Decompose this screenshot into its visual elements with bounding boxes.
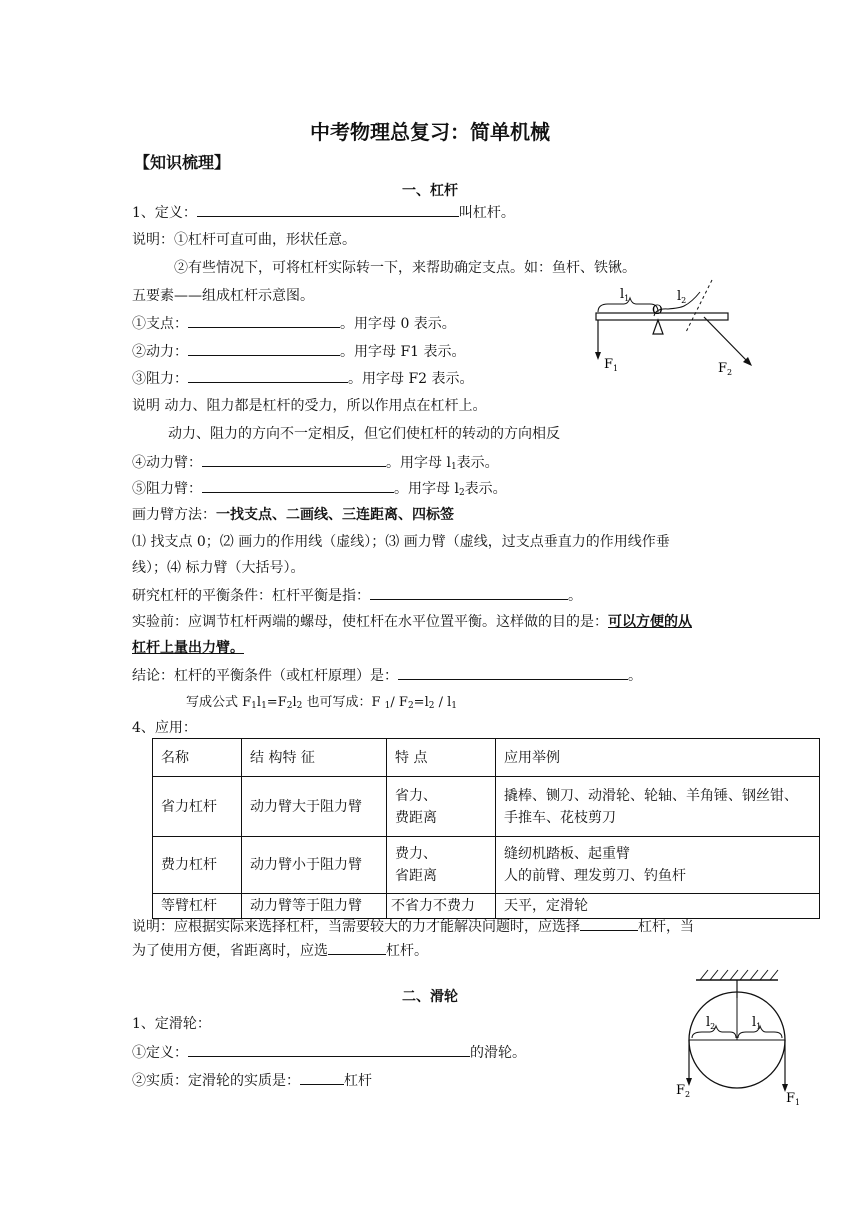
resistance-line [132,368,474,389]
pulley-essence [132,1070,372,1091]
pulley-def-label: ①定义： [132,1045,188,1061]
conclusion-label: 结论：杠杆的平衡条件（或杠杆原理）是： [132,668,398,684]
table-cell-feature: 不省力不费力 [387,894,496,919]
experiment-purpose-2 [132,638,244,658]
formula-part: l [292,695,297,710]
feature-line: 省力、 [395,787,437,804]
method-steps-bold: 一找支点、二画线、三连距离、四标签 [216,507,454,523]
table-cell-structure: 动力臂大于阻力臂 [242,777,387,837]
steps-line-2: 线）；⑷ 标力臂（大括号）。 [132,560,305,576]
fulcrum-triangle [653,320,663,334]
table-cell-structure: 动力臂小于阻力臂 [242,837,387,894]
f2-arrow [704,317,748,362]
five-elements: 五要素——组成杠杆示意图。 [132,288,314,304]
method-line [132,505,454,525]
table-cell-name: 费力杠杆 [153,837,242,894]
conclusion-blank[interactable] [398,665,628,680]
formula-sub: 1 [251,701,257,711]
experiment-line [132,612,692,632]
pulley-essence-label: ②实质：定滑轮的实质是： [132,1073,300,1089]
choose-blank-2[interactable] [328,940,386,955]
note-3: 说明 动力、阻力都是杠杆的受力，所以作用点在杠杆上。 [132,398,487,414]
effort-arm-label: ④动力臂： [132,455,202,471]
fulcrum-blank[interactable] [188,313,340,328]
lever-application-table [152,738,820,919]
pulley-essence-suffix: 杠杆 [344,1073,372,1089]
table-header-cell: 应用举例 [496,739,820,777]
choose-text: 说明：应根据实际来选择杠杆，当需要较大的力才能解决问题时，应选择 [132,919,580,935]
resistance-suffix: 。用字母 F2 表示。 [348,371,474,387]
examples-line: 撬棒、铡刀、动滑轮、轮轴、羊角锤、钢丝钳、 [504,787,798,804]
formula-part: =F [266,695,287,710]
pulley-def-suffix: 的滑轮。 [470,1045,526,1061]
resistance-blank[interactable] [188,368,348,383]
choose-text: 杠杆，当 [638,919,694,935]
conclusion-line [132,665,642,686]
balance-line [132,585,582,606]
f1-label: $F_1$ [604,357,619,373]
balance-label: 研究杠杆的平衡条件：杠杆平衡是指： [132,588,370,604]
formula-part: =l [413,695,429,710]
resist-arm-end: 表示。 [464,481,507,497]
effort-line [132,341,466,362]
choose-text: 杠杆。 [386,943,428,959]
resist-arm-sub: 2 [458,488,465,498]
l1-label: $l_1$ [620,287,630,303]
resist-arm-line [132,478,507,503]
feature-line: 省距离 [395,868,437,884]
formula-sub: 1 [261,701,267,711]
formula-part: 也可写成：F [302,695,385,710]
fulcrum-o-label: O [652,303,663,318]
l2-label: $l_2$ [706,1015,716,1031]
application-label: 4、应用： [132,720,197,736]
pulley-heading: 二、滑轮 [402,989,458,1005]
effort-suffix: 。用字母 F1 表示。 [340,344,466,360]
f2-label: $F_2$ [676,1083,691,1099]
examples-line: 缝纫机踏板、起重臂 [504,846,630,862]
table-header-row [153,739,820,777]
fulcrum-line [132,313,456,334]
page-title: 中考物理总复习：简单机械 [310,120,550,144]
choose-text: 为了使用方便，省距离时，应选 [132,943,328,959]
lever-definition [132,202,515,223]
choose-line-1 [132,916,694,937]
pulley-definition [132,1042,526,1063]
examples-line: 人的前臂、理发剪刀、钓鱼杆 [504,868,686,884]
table-cell-examples [496,777,820,837]
f2-arrowhead [686,1078,692,1086]
table-row [153,777,820,837]
conclusion-suffix: 。 [628,668,642,684]
formula-part: / F [390,695,408,710]
note-4: 动力、阻力的方向不一定相反，但它们使杠杆的转动的方向相反 [168,426,560,442]
resist-arm-blank[interactable] [202,478,394,493]
experiment-purpose-1: 可以方便的从 [608,614,692,630]
table-header-cell: 结 构特 征 [242,739,387,777]
note-1: 说明：①杠杆可直可曲，形状任意。 [132,232,356,248]
table-cell-name: 省力杠杆 [153,777,242,837]
experiment-text: 实验前：应调节杠杆两端的螺母，使杠杆在水平位置平衡。这样做的目的是： [132,614,608,630]
l2-label: $l_2$ [677,289,687,305]
effort-arm-suffix: 。用字母 l [386,455,451,471]
l1-label: $l_1$ [752,1015,762,1031]
def-prefix: 1、定义： [132,205,197,221]
ceiling-hatch [700,970,778,980]
table-cell-examples: 天平，定滑轮 [496,894,820,919]
table-cell-feature [387,837,496,894]
pulley-diagram [670,966,810,1106]
balance-suffix: 。 [568,588,582,604]
lever-heading: 一、杠杆 [402,183,458,199]
feature-line: 费距离 [395,809,437,826]
pulley-essence-blank[interactable] [300,1070,344,1085]
effort-label: ②动力： [132,344,188,360]
feature-line: 费力、 [395,846,437,862]
f1-label: $F_1$ [786,1091,801,1106]
effort-arm-line [132,452,499,477]
examples-line: 手推车、花枝剪刀 [504,809,616,826]
choose-blank-1[interactable] [580,916,638,931]
formula-sub: 2 [407,701,414,711]
table-cell-examples [496,837,820,894]
resistance-label: ③阻力： [132,371,188,387]
table-row [153,894,820,919]
method-label: 画力臂方法： [132,507,216,523]
effort-arm-end: 表示。 [456,455,499,471]
experiment-purpose-2-text: 杠杆上量出力臂。 [132,640,244,656]
table-header-cell: 名称 [153,739,242,777]
fulcrum-suffix: 。用字母 0 表示。 [340,316,456,332]
section-heading: 【知识梳理】 [134,153,231,172]
table-cell-feature [387,777,496,837]
table-row [153,837,820,894]
formula-sub: 1 [451,701,458,711]
balance-blank[interactable] [370,585,568,600]
formula-part: 写成公式 F [186,695,252,710]
def-blank[interactable] [197,202,459,217]
formula-part: l [256,695,262,710]
lever-diagram [588,276,768,380]
effort-arm-sub: 1 [450,462,457,472]
table-cell-structure: 动力臂等于阻力臂 [242,894,387,919]
formula-line [186,693,457,716]
formula-sub: 2 [428,701,435,711]
steps-line-1: ⑴ 找支点 0；⑵ 画力的作用线（虚线）；⑶ 画力臂（虚线，过支点垂直力的作用线作垂 [132,534,670,550]
def-suffix: 叫杠杆。 [458,205,515,221]
formula-part: / l [434,695,452,710]
resist-arm-label: ⑤阻力臂： [132,481,202,497]
f2-label: $F_2$ [718,361,733,377]
formula-sub: 1 [384,701,391,711]
fulcrum-label: ①支点： [132,316,188,332]
fixed-pulley-label: 1、定滑轮： [132,1016,211,1032]
pulley-def-blank[interactable] [188,1042,470,1057]
formula-sub: 2 [286,701,293,711]
table-header-cell: 特 点 [387,739,496,777]
table-cell-name: 等臂杠杆 [153,894,242,919]
f1-arrowhead [595,352,601,360]
choose-line-2 [132,940,428,961]
force-line-dashed [686,280,712,332]
effort-blank[interactable] [188,341,340,356]
note-2: ②有些情况下，可将杠杆实际转一下，来帮助确定支点。如：鱼杆、铁锹。 [174,260,636,276]
formula-sub: 2 [296,701,303,711]
resist-arm-suffix: 。用字母 l [394,481,459,497]
effort-arm-blank[interactable] [202,452,386,467]
